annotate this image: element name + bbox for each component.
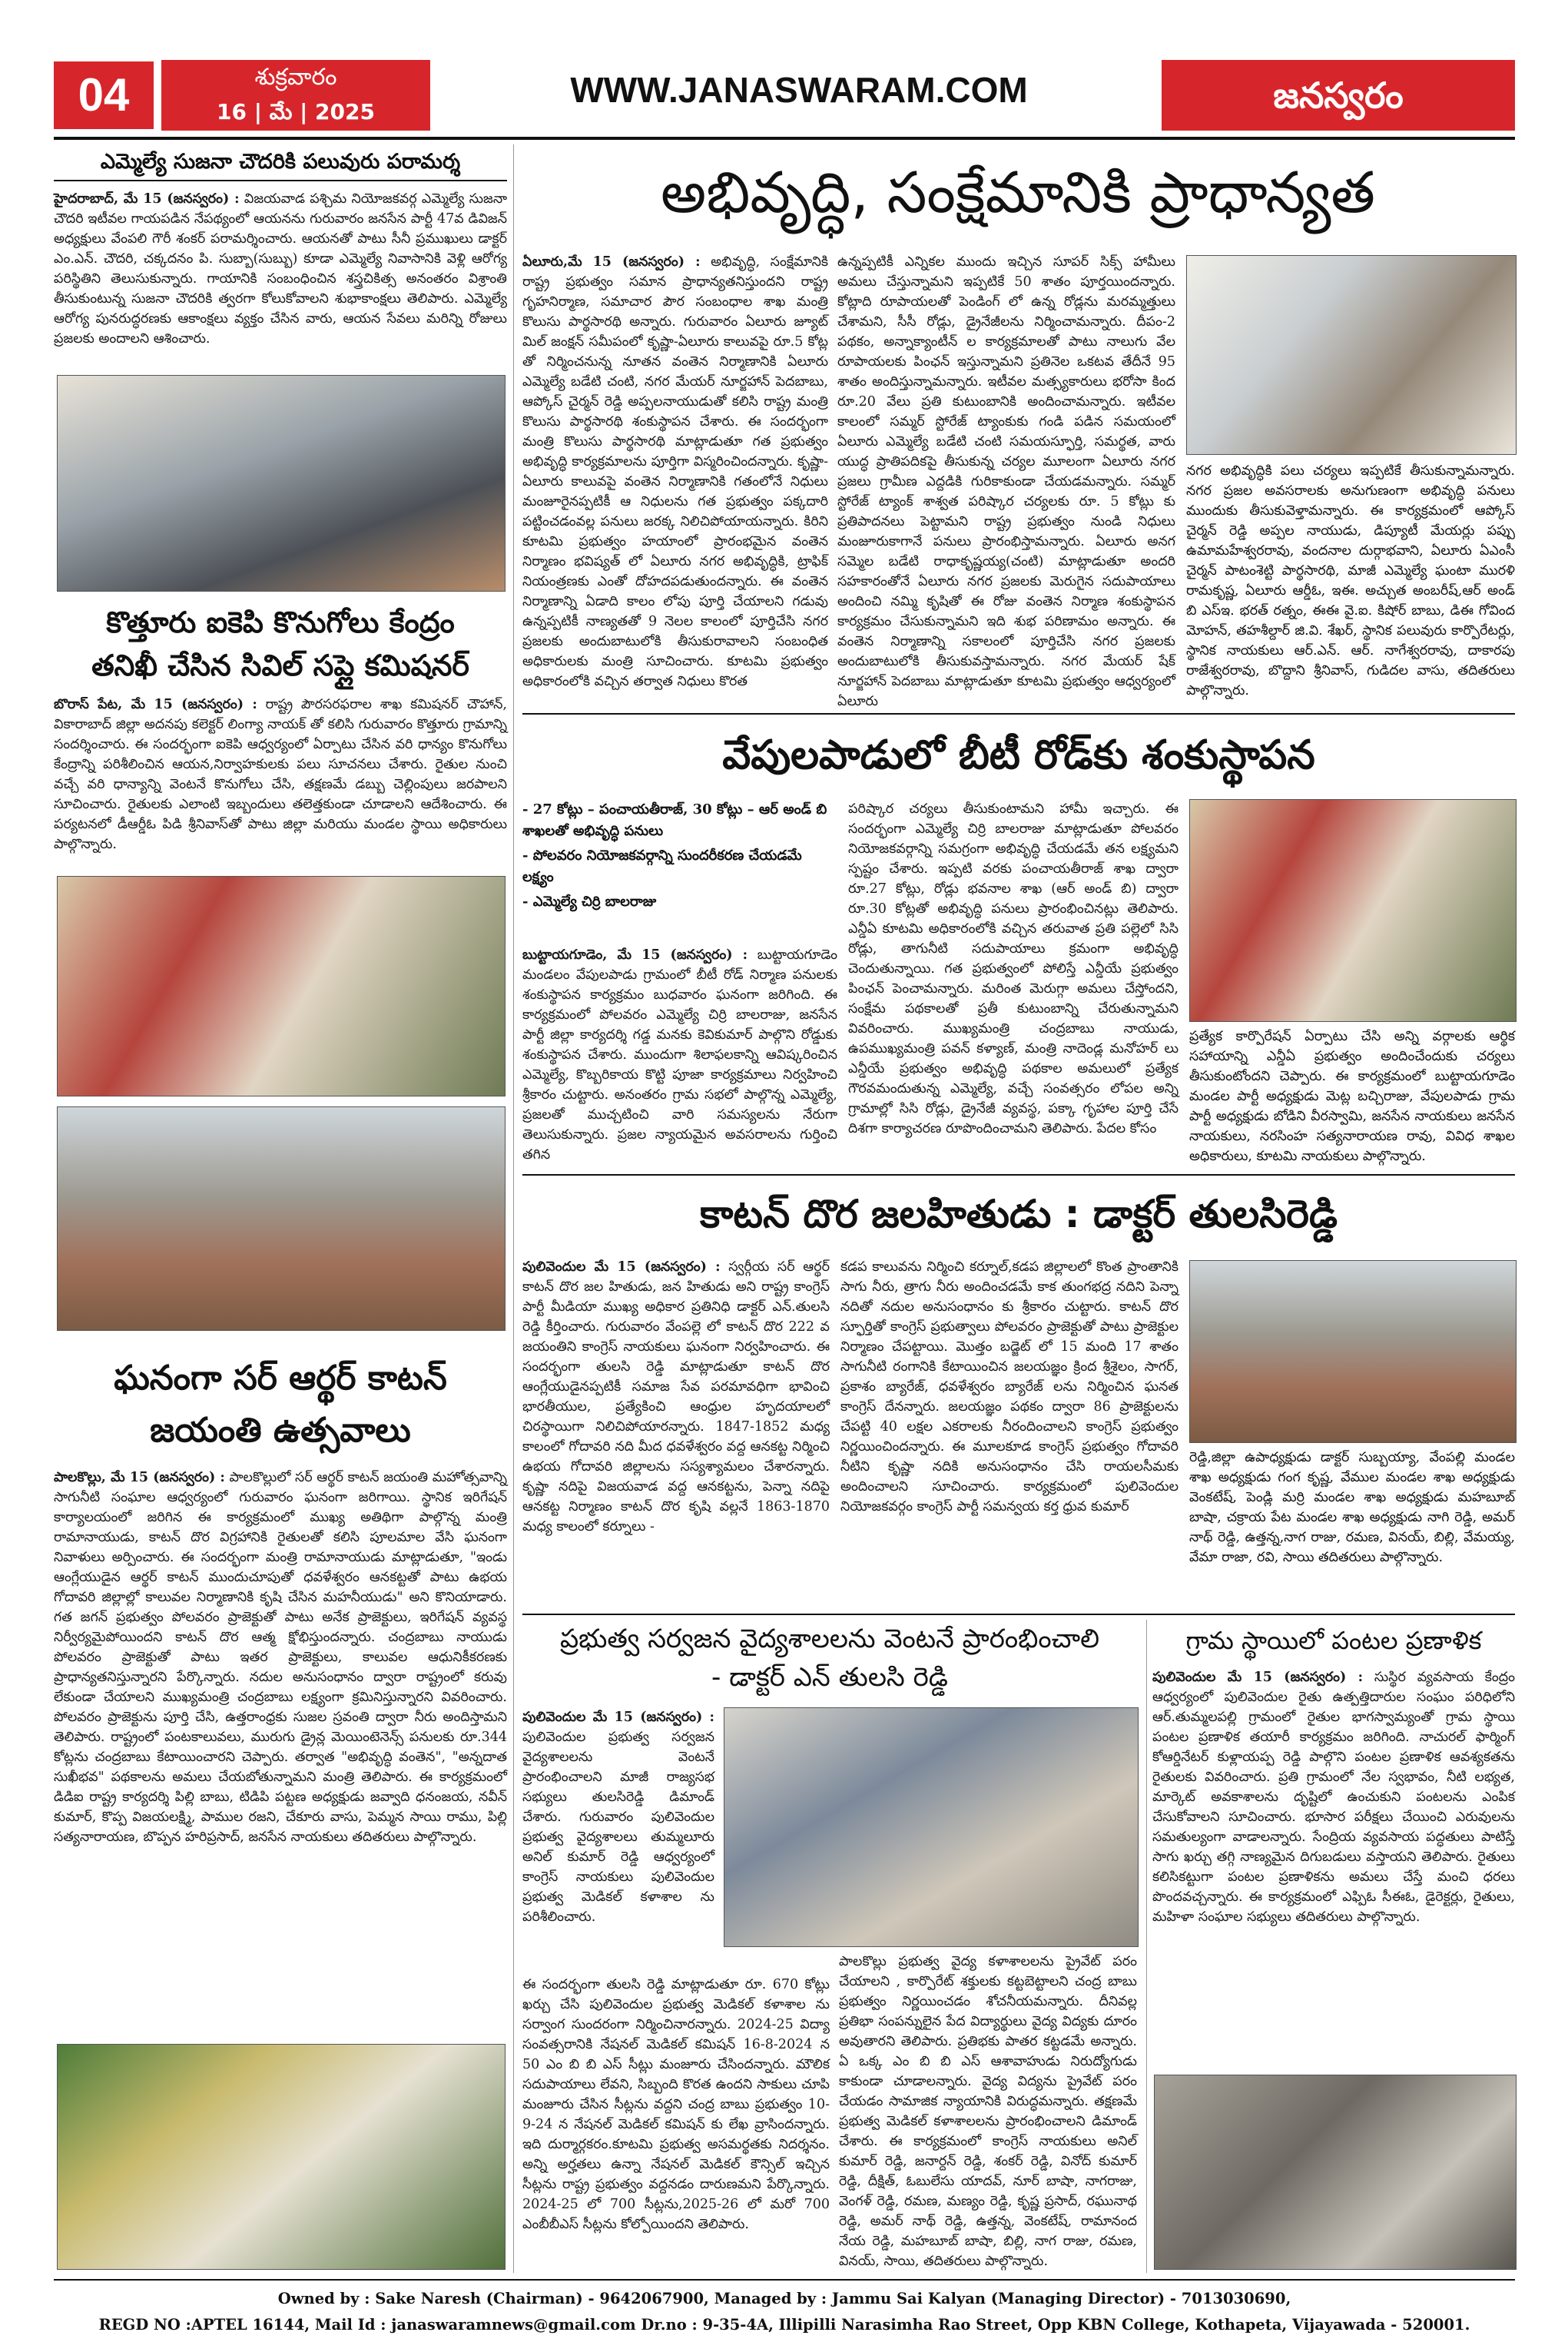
article-text: బుట్టాయగూడెం మండలం వేపులపాడు గ్రామంలో బీటీ రోడ్ నిర్మాణ పనులకు శంకుస్థాపన కార్యక్రమం బుధవారం ఘనంగా జరిగింది. ఈ కార్యక్రమంలో పోలవరం ఎమ్మెల్యే చిర్రి బాలరాజు, జనసేన పార్టీ జిల్లా కార్యదర్శి గడ్డ మనకు కెవికుమార్ పాల్గొని రోడ్డుకు శంకుస్థాపన చేశారు. ముందుగా శిలాఫలకాన్ని ఆవిష్కరించిన ఎమ్మెల్యే, కొబ్బరికాయ కొట్టి పూజా కార్యక్రమాలు నిర్వహించి శ్రీకారం చుట్టారు. అనంతరం గ్రామ సభలో పాల్గొన్న ఎమ్మెల్యే, ప్రజలతో ముచ్చటించి వారి సమస్యలను నేరుగా తెలుసుకున్నారు. ప్రజల న్యాయమైన అవసరాలను గుర్తించి తగిన bbox=[522, 947, 837, 1163]
header-date-box bbox=[161, 60, 430, 131]
footer-address: REGD NO :APTEL 16144, Mail Id : janaswaramnews@gmail.com Dr.no : 9-35-4A, Illipilli Narasimha Rao Street, Opp KBN College, Kothapeta, Vijayawada - 520001. bbox=[98, 2316, 1470, 2334]
highlight-1: - 27 కోట్లు – పంచాయతీరాజ్, 30 కోట్లు – ఆర్ అండ్ బి శాఖలతో అభివృద్ధి పనులు bbox=[522, 801, 827, 839]
photo-main-event bbox=[1186, 255, 1517, 455]
photo-sujana-visit bbox=[57, 375, 506, 592]
article-text: సుస్థిర వ్యవసాయ కేంద్రం ఆధ్వర్యంలో పులివెందుల రైతు ఉత్పత్తిదారుల సంఘం పరిధిలోని ఆర్.తుమ్మలపల్లి గ్రామంలో రైతుల భాగస్వామ్యంతో గ్రామ స్థాయి పంటల ప్రణాళిక తయారీ కార్యక్రమం జరిగింది. నాచురల్ ఫార్మింగ్ కోఆర్డినేటర్ కుళ్లాయప్ప రెడ్డి పాల్గొని పంటల ప్రణాళిక ఆవశ్యకతను రైతులకు వివరించారు. ప్రతి గ్రామంలో నేల స్వభావం, నీటి లభ్యత, మార్కెట్ అవకాశాలను దృష్టిలో ఉంచుకుని పంటలను ఎంపిక చేసుకోవాలని సూచించారు. భూసార పరీక్షలు చేయించి ఎరువులను సమతుల్యంగా వాడాలన్నారు. సేంద్రియ వ్యవసాయ పద్ధతులు పాటిస్తే సాగు ఖర్చు తగ్గి నాణ్యమైన దిగుబడులు వస్తాయని తెలిపారు. రైతులు కలిసికట్టుగా పంటల ప్రణాళికను అమలు చేస్తే మంచి ధరలు పొందవచ్చన్నారు. ఈ కార్యక్రమంలో ఎఫ్పిఓ సీఈఓ, డైరెక్టర్లు, రైతులు, మహిళా సంఘాల సభ్యులు తదితరులు పాల్గొన్నారు. bbox=[1152, 1670, 1515, 1925]
photo-cotton-statue bbox=[57, 2044, 506, 2270]
section-rule bbox=[522, 713, 1515, 715]
main-headline: అభివృద్ధి, సంక్షేమానికి ప్రాధాన్యత bbox=[661, 160, 1375, 226]
photo-kothur-inspection bbox=[57, 876, 506, 1096]
crop-headline: గ్రామ స్థాయిలో పంటల ప్రణాళిక bbox=[1185, 1626, 1482, 1655]
hospital-col2: పాలకొల్లు ప్రభుత్వ వైద్య కళాశాలలను ప్రైవేట్ పరం చేయాలని , కార్పొరేట్ శక్తులకు కట్టబెట్టాలని చంద్ర బాబు ప్రభుత్వం నిర్ణయించడం శోచనీయమన్నారు. దీనివల్ల ప్రతిభా సంపన్నులైన పేద విద్యార్థులు వైద్య విద్యకు దూరం అవుతారని తెలిపారు. ప్రతిభకు పాతర కట్టడమే అన్నారు. ఏ ఒక్క ఎం బి బి ఎస్ ఆశావాహుడు నిరుద్యోగుడు కాకుండా చూడాలన్నారు. వైద్య విద్యను ప్రైవేట్ పరం చేయడం సామాజిక న్యాయానికి విరుద్ధమన్నారు. తక్షణమే ప్రభుత్వ మెడికల్ కళాశాలలను ప్రారంభించాలని డిమాండ్ చేశారు. ఈ కార్యక్రమంలో కాంగ్రెస్ నాయకులు అనిల్ కుమార్ రెడ్డి, జనార్దన్ రెడ్డి, శంకర్ రెడ్డి, వినోద్ కుమార్ రెడ్డి, దీక్షిత్, ఓబులేసు యాదవ్, నూర్ బాషా, నాగరాజు, వెంగళ్ రెడ్డి, రమణ, మణ్యం రెడ్డి, కృష్ణ ప్రసాద్, రఘునాథ రెడ్డి, అమర్ నాథ్ రెడ్డి, ఉత్తన్న, వెంకటేష్, రామానంద నేయ రెడ్డి, మహబూబ్ బాషా, బిల్లి, నాగ రాజు, రమణ, వినయ్, సాయి, తదితరులు పాల్గొన్నారు. bbox=[839, 1954, 1137, 2269]
section-rule bbox=[522, 1614, 1515, 1615]
article-dateline: ఏలూరు,మే 15 (జనస్వరం) : bbox=[522, 254, 701, 270]
vepulapadu-caption: ప్రత్యేక కార్పొరేషన్ ఏర్పాటు చేసి అన్ని వర్గాలకు ఆర్థిక సహాయాన్ని ఎన్డీఏ ప్రభుత్వం అందించేందుకు చర్యలు తీసుకుంటోందని చెప్పారు. ఈ కార్యక్రమంలో బుట్టాయగూడెం మండల పార్టీ అధ్యక్షుడు మెట్ల బచ్చిరాజు, వేపులపాడు గ్రామ పార్టీ అధ్యక్షుడు బోడిని వీరస్వామి, జనసేన నాయకులు జనసేన నాయకులు, నరసింహ సత్యనారాయణ రావు, వివిధ శాఖల అధికారులు, కూటమి నాయకులు పాల్గొన్నారు. bbox=[1189, 1029, 1515, 1164]
main-article-col2: ఉన్నప్పటికీ ఎన్నికల ముందు ఇచ్చిన సూపర్ సిక్స్ హామీలు అమలు చేస్తున్నామని ఇప్పటికే 50 శాతం పూర్తయిందన్నారు. కోట్లాది రూపాయలతో పెండింగ్ లో ఉన్న రోడ్లను మరమ్మత్తులు చేశామని, సీసీ రోడ్లు, డ్రైనేజీలను నిర్మించామన్నారు. దీపం-2 పథకం, అన్నాక్యాంటీన్ ల కార్యక్రమాలతో పాటు నాలుగు వేల రూపాయలకు పింఛన్ ఇస్తున్నామని ప్రతినెల ఒకటవ తేదీనే 95 శాతం అందిస్తున్నామన్నారు. ఇటీవల మత్స్యకారులు భరోసా కింద రూ.20 వేలు ప్రతి కుటుంబానికి అందించామన్నారు. ఇటీవల కాలంలో సమ్మర్ స్టోరేజ్ ట్యాంకుకు గండి పడిన సమయంలో ఏలూరు ఎమ్మెల్యే బడేటి చంటి సమయస్ఫూర్తి, సమర్థత, వారు యుద్ధ ప్రాతిపదికపై తీసుకున్న చర్యల మూలంగా ఏలూరు నగర ప్రజలు గ్రామీణ ఎద్దడికి గురికాకుండా చేయడమన్నారు. సమ్మర్ స్టోరేజ్ ట్యాంక్ శాశ్వత పరిష్కార చర్యలకు రూ. 5 కోట్లు కు ప్రతిపాదనలు పెట్టామని రాష్ట్ర ప్రభుత్వం నుండి నిధులు మంజూరుకాగానే పనులు ప్రారంభిస్తామన్నారు. ఏలూరు అనగ సమ్మెల బడేటి రాధాకృష్ణయ్య(చంటి) మాట్లాడుతూ అందరి సహకారంతోనే ఏలూరు నగర ప్రజలకు మెరుగైన సదుపాయాలు అందించి నమ్మి కృషితో ఈ రోజు వంతెన నిర్మాణ శంకుస్థాపన కార్యక్రమం చేసుకున్నామని ఇది శుభ పరిణామం అన్నారు. ఈ వంతెన నిర్మాణాన్ని సకాలంలో పూర్తిచేసి నగర ప్రజలకు అందుబాటులోకి తీసుకువస్తామన్నారు. నగర మేయర్ షేక్ నూర్జహాన్ పెదబాబు మాట్లాడుతూ కూటమి ప్రభుత్వం ఆధ్వర్యంలో ఏలూరు bbox=[837, 254, 1175, 709]
hospital-side-text bbox=[522, 1707, 714, 1969]
photo-crop-planning bbox=[1154, 2075, 1517, 2270]
article-dateline: పాలకొల్లు, మే 15 (జనస్వరం) : bbox=[54, 1470, 225, 1485]
article-headline: ఎమ్మెల్యే సుజనా చౌదరికి పలువురు పరామర్శ bbox=[54, 144, 507, 181]
page-number: 04 bbox=[54, 61, 154, 129]
photo-vepulapadu bbox=[1189, 799, 1517, 1022]
hospital-headline bbox=[522, 1620, 1137, 1697]
highlight-2: - పోలవరం నియోజకవర్గాన్ని సుందరీకరణ చేయడమే లక్ష్యం bbox=[522, 848, 802, 885]
cotton-col2: కడప కాలువను నిర్మించి కర్నూల్,కడప జిల్లాలలో కొంత ప్రాంతానికి సాగు నీరు, త్రాగు నీరు అందించడమే కాక తుంగభద్ర నదిని పెన్నా నదితో నదుల అనుసంధానం కు శ్రీకారం చుట్టారు. కాటన్ దొర స్ఫూర్తితో కాంగ్రెస్ ప్రభుత్వాలు పోలవరం ప్రాజెక్టుతో పాటు ప్రాజెక్టుల నిర్మాణం చేపట్టాయి. మొత్తం బడ్జెట్ లో 15 మంది 17 శాతం సాగునీటి రంగానికి కేటాయించిన జలయజ్ఞం క్రింద శ్రీశైలం, సాగర్, ప్రకాశం బ్యారేజ్, ధవళేశ్వరం బ్యారేజ్ లను నిర్మించిన ఘనత కాంగ్రెస్ దేనన్నారు. జలయజ్ఞం పథకం ద్వారా 86 ప్రాజెక్టులను చేపట్టి 40 లక్షల ఎకరాలకు నీరందించాలని కాంగ్రెస్ ప్రభుత్వం నిర్ణయించిందన్నారు. ఈ మూలకూడ కాంగ్రెస్ ప్రభుత్వం గోదావరి నీటిని కృష్ణా నదికి అనుసంధానం చేసి రాయలసీమకు అందించాలని సూచించారు. కార్యక్రమంలో పులివెందుల నియోజకవర్గం కాంగ్రెస్ పార్టీ సమన్వయ కర్త ధ్రువ కుమార్ bbox=[840, 1259, 1178, 1514]
article-text: అభివృద్ధి, సంక్షేమానికి రాష్ట్ర ప్రభుత్వం సమాన ప్రాధాన్యతనిస్తుందని రాష్ట్ర గృహనిర్మాణ, సమాచార పౌర సంబంధాల శాఖ మంత్రి కొలుసు పార్థసారథి అన్నారు. గురువారం ఏలూరు జ్యూట్ మిల్ జంక్షన్ సమీపంలో కృష్ణా-ఏలూరు కాలువపై రూ.5 కోట్ల తో నిర్మించనున్న నూతన వంతెన నిర్మాణానికి ఏలూరు ఎమ్మెల్యే బడేటి చంటి, నగర మేయర్ నూర్జహాన్ పెదబాబు, ఆప్కోస్ చైర్మన్ రెడ్డి అప్పలనాయుడుతో కలిసి రాష్ట్ర మంత్రి కొలుసు పార్థసారథి శంకుస్థాపన చేశారు. ఈ సందర్భంగా మంత్రి కొలుసు పార్థసారథి మాట్లాడుతూ గత ప్రభుత్వం అభివృద్ధి కార్యక్రమాలను పూర్తిగా విస్మరించిందన్నారు. కృష్ణా-ఏలూరు కాలువపై వంతెన నిర్మాణానికి గతంలోనే నిధులు మంజూరైనప్పటికీ ఆ నిధులను గత ప్రభుత్వం పక్కదారి పట్టించడంవల్ల పనులు జరక్క నిలిచిపోయాయన్నారు. కిరిని కూటమి ప్రభుత్వం హయాంలో ప్రారంభమైన వంతెన నిర్మాణం భవిష్యత్ లో ఏలూరు నగర అభివృద్ధికి, ట్రాఫిక్ నియంత్రణకు ఎంతో దోహదపడుతుందన్నారు. ఈ వంతెన నిర్మాణాన్ని ఏడాది కాలం లోపు పూర్తి చేయాలని గడువు ఉన్నప్పటికీ నాణ్యతతో 9 నెలల కాలంలో పూర్తిచేసి నగర ప్రజలకు అందుబాటులోకి తీసుకురావాలని సంబంధిత అధికారులకు మంత్రి సూచించారు. కూటమి ప్రభుత్వం అధికారంలోకి వచ్చిన తర్వాత నిధులు కొరత bbox=[522, 254, 828, 689]
highlight-3: - ఎమ్మెల్యే చిర్రి బాలరాజు bbox=[522, 894, 657, 910]
header-day: శుక్రవారం bbox=[254, 64, 337, 91]
headline-line-1: ఘనంగా సర్ ఆర్థర్ కాటన్ bbox=[114, 1358, 447, 1398]
vepulapadu-col2: పరిష్కార చర్యలు తీసుకుంటామని హామీ ఇచ్చారు. ఈ సందర్భంగా ఎమ్మెల్యే చిర్రి బాలరాజు మాట్లాడుతూ పోలవరం నియోజకవర్గాన్ని సమగ్రంగా అభివృద్ధి చేయడమే తన లక్ష్యమని స్పష్టం చేశారు. ఇప్పటి వరకు పంచాయతీరాజ్ శాఖ ద్వారా రూ.27 కోట్లు, రోడ్లు భవనాల శాఖ (ఆర్ అండ్ బి) ద్వారా రూ.30 కోట్లతో అభివృద్ధి పనులు ప్రారంభించినట్లు తెలిపారు. ఎన్డీఏ కూటమి అధికారంలోకి వచ్చిన తరువాత ప్రతి పల్లెలో సిసి రోడ్లు, తాగునీటి సదుపాయాలు క్రమంగా అభివృద్ధి చెందుతున్నాయి. గత ప్రభుత్వంలో పోలిస్తే ఎన్డీయే ప్రభుత్వం పింఛన్ పెంచామన్నారు. మరింత మెరుగ్గా అమలు చేస్తోందని, సంక్షేమ పథకాలతో ప్రతీ కుటుంబాన్ని చేరుతున్నామని వివరించారు. ముఖ్యమంత్రి చంద్రబాబు నాయుడు, ఉపముఖ్యమంత్రి పవన్ కళ్యాణ్, మంత్రి నాదెండ్ల మనోహర్ లు ఎన్డీయే ప్రభుత్వం అభివృద్ధి పథకాల అమలులో ప్రత్యేక గౌరవమందుతున్న ఎమ్మెల్యే, వచ్చే సంవత్సరం లోపల అన్ని గ్రామాల్లో సిసి రోడ్లు, డ్రైనేజీ వ్యవస్థ, పక్కా గృహాల పూర్తి చేసే దిశగా కార్యాచరణ రూపొందించామని తెలిపారు. పేదల కోసం bbox=[848, 801, 1178, 1136]
column-divider bbox=[513, 144, 514, 2273]
footer bbox=[54, 2286, 1515, 2338]
cotton-headline: కాటన్ దొర జలహితుడు : డాక్టర్ తులసిరెడ్డి bbox=[700, 1192, 1338, 1236]
article-body bbox=[54, 189, 507, 384]
headline-line-2: జయంతి ఉత్సవాలు bbox=[150, 1411, 411, 1450]
article-kothur bbox=[54, 601, 507, 873]
section-rule bbox=[522, 1174, 1515, 1176]
article-dateline: బొరాస్ పేట, మే 15 (జనస్వరం) : bbox=[54, 697, 257, 712]
article-text: విజయవాడ పశ్చిమ నియోజకవర్గ ఎమ్మెల్యే సుజనా చౌదరి ఇటీవల గాయపడిన నేపథ్యంలో ఆయనను గురువారం జనసేన పార్టీ 47వ డివిజన్ అధ్యక్షులు వేంపలి గౌరీ శంకర్ పరామర్శించారు. ఆయనతో పాటు సీనీ ప్రముఖులు డాక్టర్ ఎం.ఎన్. చౌదరి, చక్కదనం పి. సుబ్బా(సుబ్బు) కూడా ఎమ్మెల్యే నివాసానికి వెళ్లి ఆరోగ్య పరిస్థితిని తెలుసుకున్నారు. గాయానికి సంబంధించిన శస్త్రచికిత్స అనంతరం విశ్రాంతి తీసుకుంటున్న సుజనా చౌదరికి త్వరగా కోలుకోవాలని శుభాకాంక్షలు తెలిపారు. ఎమ్మెల్యే ఆరోగ్య పునరుద్ధరణకు ఆకాంక్షలు వ్యక్తం చేసిన వారు, ఆయన సేవలు మరిన్ని రోజులు ప్రజలకు అందాలని ఆశించారు. bbox=[54, 191, 507, 347]
article-text: రాష్ట్ర పౌరసరఫరాల శాఖ కమిషనర్ చౌహాన్, వికారాబాద్ జిల్లా అదనపు కలెక్టర్ లింగ్యా నాయక్ తో కలిసి గురువారం కొత్తూరు గ్రామాన్ని సందర్శించారు. ఈ సందర్భంగా ఐకెపి ఆధ్వర్యంలో ఏర్పాటు చేసిన వరి ధాన్యం కొనుగోలు కేంద్రాన్ని పరిశీలించిన ఆయన,నిర్వాహకులకు పలు సూచనలు చేశారు. రైతుల నుంచి వచ్చే వరి ధాన్యాన్ని వెంటనే కొనుగోలు చేసి, తక్షణమే డబ్బు చెల్లింపులు జరపాలని సూచించారు. రైతులకు ఎలాంటి ఇబ్బందులు తలెత్తకుండా చూడాలని ఆదేశించారు. ఈ పర్యటనలో డీఆర్డీఓ పిడి శ్రీనివాస్‌తో పాటు జిల్లా మరియు మండల స్థాయి అధికారులు పాల్గొన్నారు. bbox=[54, 697, 507, 852]
crop-body bbox=[1152, 1667, 1515, 2064]
header-rule bbox=[54, 137, 1515, 140]
article-headline bbox=[54, 1352, 507, 1457]
headline-line-1: కొత్తూరు ఐకెపి కొనుగోలు కేంద్రం bbox=[106, 605, 455, 639]
article-body bbox=[54, 695, 507, 873]
cotton-col1 bbox=[522, 1257, 830, 1604]
footer-ownership: Owned by : Sake Naresh (Chairman) - 9642067900, Managed by : Jammu Sai Kalyan (Managing Director) - 7013030690, bbox=[277, 2290, 1291, 2307]
vepulapadu-col1 bbox=[522, 945, 837, 1163]
footer-rule bbox=[54, 2279, 1515, 2281]
article-text: పాలకొల్లులో సర్ ఆర్థర్ కాటన్ జయంతి మహోత్సవాన్ని సాగునీటి సంఘాల ఆధ్వర్యంలో గురువారం ఘనంగా జరిగాయి. స్థానిక ఇరిగేషన్ కార్యాలయంలో జరిగిన ఈ కార్యక్రమంలో ముఖ్య అతిథిగా పాల్గొన్న మంత్రి రామానాయుడు, కాటన్ దొర విగ్రహానికి రైతులతో కలిసి పూలమాల వేసి ఘనంగా నివాళులు అర్పించారు. ఈ సందర్భంగా మంత్రి రామానాయుడు మాట్లాడుతూ, "ఇండు ఆంగ్లేయుడైన ఆర్థర్ కాటన్ ముందుచూపుతో ధవళేశ్వరం ఆనకట్టతో పాటు ఉభయ గోదావరి జిల్లాల్లో కాలువల నిర్మాణానికి కృషి చేసిన మహనీయుడు" అని కొనియాడారు. గత జగన్ ప్రభుత్వం పోలవరం ప్రాజెక్టుతో పాటు అనేక ప్రాజెక్టులు, ఇరిగేషన్ వ్యవస్థ నిర్వీర్యమైపోయిందని కాటన్ దొర ఆత్మ క్షోభిస్తుందన్నారు. చంద్రబాబు నాయుడు పోలవరం ప్రాజెక్టుతో పాటు ఇతర ప్రాజెక్టులు, కాలువల ఆధునికీకరణకు ప్రాధాన్యతనిస్తున్నారని పేర్కొన్నారు. నదుల అనుసంధానం ద్వారా రాష్ట్రంలో కరువు లేకుండా చేయాలని ముఖ్యమంత్రి చంద్రబాబు లక్ష్యంగా క్రమినిస్తున్నారని వివరించారు. పోలవరం ప్రాజెక్టును పూర్తి చేసి, ఉత్తరాంధ్రకు సుజల స్రవంతి ద్వారా నీరు అందిస్తామని తెలిపారు. రాష్ట్రంలో పంటకాలువలు, మురుగు డ్రైన్ల మెయింటెనెన్స్ పనులకు రూ.344 కోట్లను చంద్రబాబు కేటాయించారని చెప్పారు. తర్వాత "అభివృద్ధి వంతెన", "అన్నదాత సుఖీభవ" పథకాలను అమలు చేయబోతున్నామని మంత్రి తెలిపారు. ఈ కార్యక్రమంలో డిడిఐ రాష్ట్ర కార్యదర్శి పిల్లి బాబు, టిడిపి పట్టణ అధ్యక్షుడు జవ్వాది ధనంజయ, నవీన్ కుమార్, కొప్ప విజయలక్ష్మి, పాముల రజని, చేకూరు వాసు, పెమ్మన సాయి రాము, పిల్లి సత్యనారాయణ, బొప్పన హరిప్రసాద్, జనసేన నాయకులు తదితరులు పాల్గొన్నారు. bbox=[54, 1470, 507, 1845]
article-headline bbox=[54, 601, 507, 687]
header-date: 16 | మే | 2025 bbox=[217, 99, 375, 124]
article-dateline: పులివెందుల మే 15 (జనస్వరం) : bbox=[1152, 1670, 1364, 1685]
vepulapadu-highlights bbox=[522, 799, 837, 916]
article-text: స్వర్గీయ సర్ ఆర్థర్ కాటన్ దొర జల హితుడు, జన హితుడు అని రాష్ట్ర కాంగ్రెస్ పార్టీ మీడియా ముఖ్య అధికార ప్రతినిధి డాక్టర్ ఎన్.తులసి రెడ్డి కీర్తించారు. గురువారం వేంపల్లె లో కాటన్ దొర 222 వ జయంతిని కాంగ్రెస్ నాయకులు ఘనంగా నిర్వహించారు. ఈ సందర్భంగా తులసి రెడ్డి మాట్లాడుతూ కాటన్ దొర ఆంగ్లేయుడైనప్పటికీ సమాజ సేవ పరమావధిగా భావించి భారతీయుల, ప్రత్యేకించి ఆంధ్రుల హృదయాలలో చిరస్థాయిగా నిలిచిపోయారన్నారు. 1847-1852 మధ్య కాలంలో గోదావరి నది మీద ధవళేశ్వరం వద్ద ఆనకట్ట నిర్మించి ఉభయ గోదావరి జిల్లాలను సస్యశ్యామలం చేశారన్నారు. కృష్ణా నదిపై విజయవాడ వద్ద ఆనకట్టను, పెన్నా నదిపై ఆనకట్ట నిర్మాణం కాటన్ దొర కృషి వల్లనే 1863-1870 మధ్య కాలంలో కర్నూలు - bbox=[522, 1259, 830, 1534]
brand-masthead: జనస్వరం bbox=[1162, 60, 1515, 131]
website-url[interactable]: WWW.JANASWARAM.COM bbox=[570, 70, 1028, 110]
article-body bbox=[54, 1468, 507, 2045]
photo-cotton-meeting bbox=[1189, 1260, 1517, 1443]
column-divider bbox=[1146, 1620, 1147, 2273]
article-arthur-cotton bbox=[54, 1352, 507, 2045]
cotton-caption: రెడ్డి,జిల్లా ఉపాధ్యక్షుడు డాక్టర్ సుబ్బయ్యా, వేంపల్లి మండల శాఖ అధ్యక్షుడు గంగ కృష్ణ, వేముల మండల శాఖ అధ్యక్షుడు వెంకటేష్, పెండ్లి మర్రి మండల శాఖ అధ్యక్షుడు మహబూబ్ బాషా, చక్రాయ పేట మండల శాఖ అధ్యక్షుడు నాగి రెడ్డి, అమర్ నాథ్ రెడ్డి, ఉత్తన్న,నాగ రాజు, రమణ, వినయ్, బిల్లి, వేమయ్య, వేమా రాజా, రవి, సాయి తదితరులు పాల్గొన్నారు. bbox=[1189, 1450, 1515, 1565]
photo-hospital-visit bbox=[724, 1707, 1139, 1947]
hospital-col1: ఈ సందర్భంగా తులసి రెడ్డి మాట్లాడుతూ రూ. 670 కోట్లు ఖర్చు చేసి పులివెందుల ప్రభుత్వ మెడికల్ కళాశాల ను సర్వాంగ సుందరంగా నిర్మించినారన్నారు. 2024-25 విద్యా సంవత్సరానికి నేషనల్ మెడికల్ కమిషన్ 16-8-2024 న 50 ఎం బి బి ఎస్ సీట్లు మంజూరు చేసిందన్నారు. మౌలిక సదుపాయాలు లేవని, సిబ్బంది కొరత ఉందని సాకులు చూపి మంజూరు చేసిన సీట్లను వద్దని చంద్ర బాబు ప్రభుత్వం 10-9-24 న నేషనల్ మెడికల్ కమిషన్ కు లేఖ వ్రాసిందన్నారు. ఇది దుర్మార్గకరం.కూటమి ప్రభుత్వ అసమర్థతకు నిదర్శనం. అన్ని అర్హతలు ఉన్నా నేషనల్ మెడికల్ కౌన్సిల్ ఇచ్చిన సీట్లను రాష్ట్ర ప్రభుత్వం వద్దనడం దారుణమని పేర్కొన్నారు. 2024-25 లో 700 సీట్లను,2025-26 లో మరో 700 ఎంబీబీఎస్ సీట్లను కోల్పోయిందని తెలిపారు. bbox=[522, 1977, 830, 2232]
headline-line-1: ప్రభుత్వ సర్వజన వైద్యశాలలను వెంటనే ప్రారంభించాలి bbox=[559, 1624, 1100, 1654]
article-text: పులివెందుల ప్రభుత్వ సర్వజన వైద్యశాలలను వెంటనే ప్రారంభించాలని మాజీ రాజ్యసభ సభ్యులు తులసిరెడ్డి డిమాండ్ చేశారు. గురువారం పులివెందుల ప్రభుత్వ వైద్యశాలలు తుమ్మలూరు అనిల్ కుమార్ రెడ్డి ఆధ్వర్యంలో కాంగ్రెస్ నాయకులు పులివెందుల ప్రభుత్వ మెడికల్ కళాశాల ను పరిశీలించారు. bbox=[522, 1730, 714, 1925]
article-sujana bbox=[54, 144, 507, 384]
article-dateline: పులివెందుల మే 15 (జనస్వరం) : bbox=[522, 1710, 714, 1725]
vepulapadu-headline: వేపులపాడులో బీటీ రోడ్‌కు శంకుస్థాపన bbox=[722, 732, 1315, 778]
article-dateline: హైదరాబాద్‌, మే 15 (జనస్వరం) : bbox=[54, 191, 240, 207]
photo-kothur-paddy bbox=[57, 1106, 506, 1331]
article-dateline: బుట్టాయగూడెం, మే 15 (జనస్వరం) : bbox=[522, 947, 748, 963]
article-dateline: పులివెందుల మే 15 (జనస్వరం) : bbox=[522, 1259, 721, 1275]
headline-line-2: తనిఖీ చేసిన సివిల్ సప్లై కమిషనర్ bbox=[91, 649, 469, 682]
main-article-col1 bbox=[522, 252, 828, 698]
main-article-caption: నగర అభివృద్ధికి పలు చర్యలు ఇప్పటికే తీసుకున్నామన్నారు. నగర ప్రజల అవసరాలకు అనుగుణంగా అభివృద్ధి పనులు ముందుకు తీసుకువెళ్తామన్నారు. ఈ కార్యక్రమంలో ఆప్కోస్ చైర్మన్ రెడ్డి అప్పల నాయుడు, డిప్యూటీ మేయర్లు పప్పు ఉమామహేశ్వరరావు, వందనాల దుర్గాభవాని, ఏలూరు ఏఎంసీ చైర్మన్ పాటంశెట్టి పార్థసారథి, మాజీ ఎమ్మెల్యే ఘంటా మురళి రామకృష్ణ, ఏలూరు ఆర్డీఓ, ఇఈ. అచ్చుత అంబరీష్,ఆర్ అండ్ బి ఎస్ఇ. భరత్ రత్నం, ఈఈ వై.ఐ. కిషోర్ బాబు, డిఈ గోవింద మోహన్, తహశీల్దార్ జి.వి. శేఖర్, స్థానిక పలువురు కార్పొరేటర్లు, స్థానిక నాయకులు ఆర్.ఎన్. ఆర్. నాగేశ్వరరావు, దాకారపు రాజేశ్వరరావు, బొద్దాని శ్రీనివాస్, గుడిదల వాసు, తదితరులు పాల్గొన్నారు. bbox=[1186, 463, 1515, 698]
headline-line-2: - డాక్టర్ ఎన్ తులసి రెడ్డి bbox=[711, 1662, 948, 1693]
